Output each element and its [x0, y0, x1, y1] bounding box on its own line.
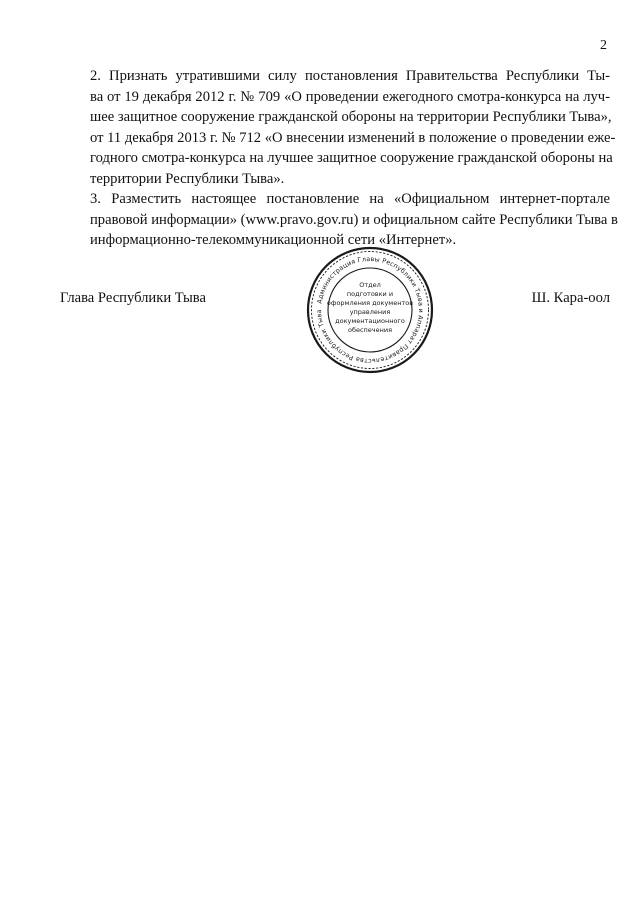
paragraph-line: от 11 декабря 2013 г. № 712 «О внесении изменений в положение о проведении еже-: [90, 129, 616, 146]
svg-text:управления: управления: [349, 308, 391, 316]
paragraph-line: правовой информации» (www.pravo.gov.ru) и официальном сайте Республики Тыва в: [90, 211, 618, 228]
paragraph-line: территории Республики Тыва».: [90, 170, 285, 187]
seal-outer-text: Администрация Главы Республики Тыва и Аппарат Правительства Республики Тыва: [314, 254, 426, 366]
paragraph-line: годного смотра-конкурса на лучшее защитное сооружение гражданской обороны на: [90, 150, 613, 166]
paragraph-line: информационно-телекоммуникационной сети «Интернет».: [90, 232, 457, 248]
svg-text:Отдел: Отдел: [359, 281, 381, 289]
seal-graphic: [296, 245, 444, 375]
page-number: 2: [600, 38, 607, 53]
svg-text:оформления документов: оформления документов: [326, 299, 414, 307]
paragraph-line: шее защитное сооружение гражданской обороны на территории Республики Тыва»,: [90, 109, 612, 125]
signatory-name: Ш. Кара-оол: [531, 290, 610, 306]
paragraph-line: ва от 19 декабря 2012 г. № 709 «О проведении ежегодного смотра-конкурса на луч-: [90, 88, 610, 105]
svg-text:документационного: документационного: [335, 317, 405, 325]
paragraph-line: 2. Признать утратившими силу постановления Правительства Республики Ты-: [90, 68, 610, 84]
paragraph-3: [60, 189, 618, 251]
paragraph-line: 3. Разместить настоящее постановление на «Официальном интернет-портале: [90, 191, 610, 207]
document-body: [60, 66, 618, 251]
official-seal: [296, 245, 444, 375]
paragraph-2: [60, 66, 616, 189]
svg-text:подготовки и: подготовки и: [346, 290, 394, 298]
svg-text:обеспечения: обеспечения: [347, 326, 393, 334]
signatory-title: Глава Республики Тыва: [60, 290, 206, 306]
seal-inner-text: [327, 281, 413, 334]
